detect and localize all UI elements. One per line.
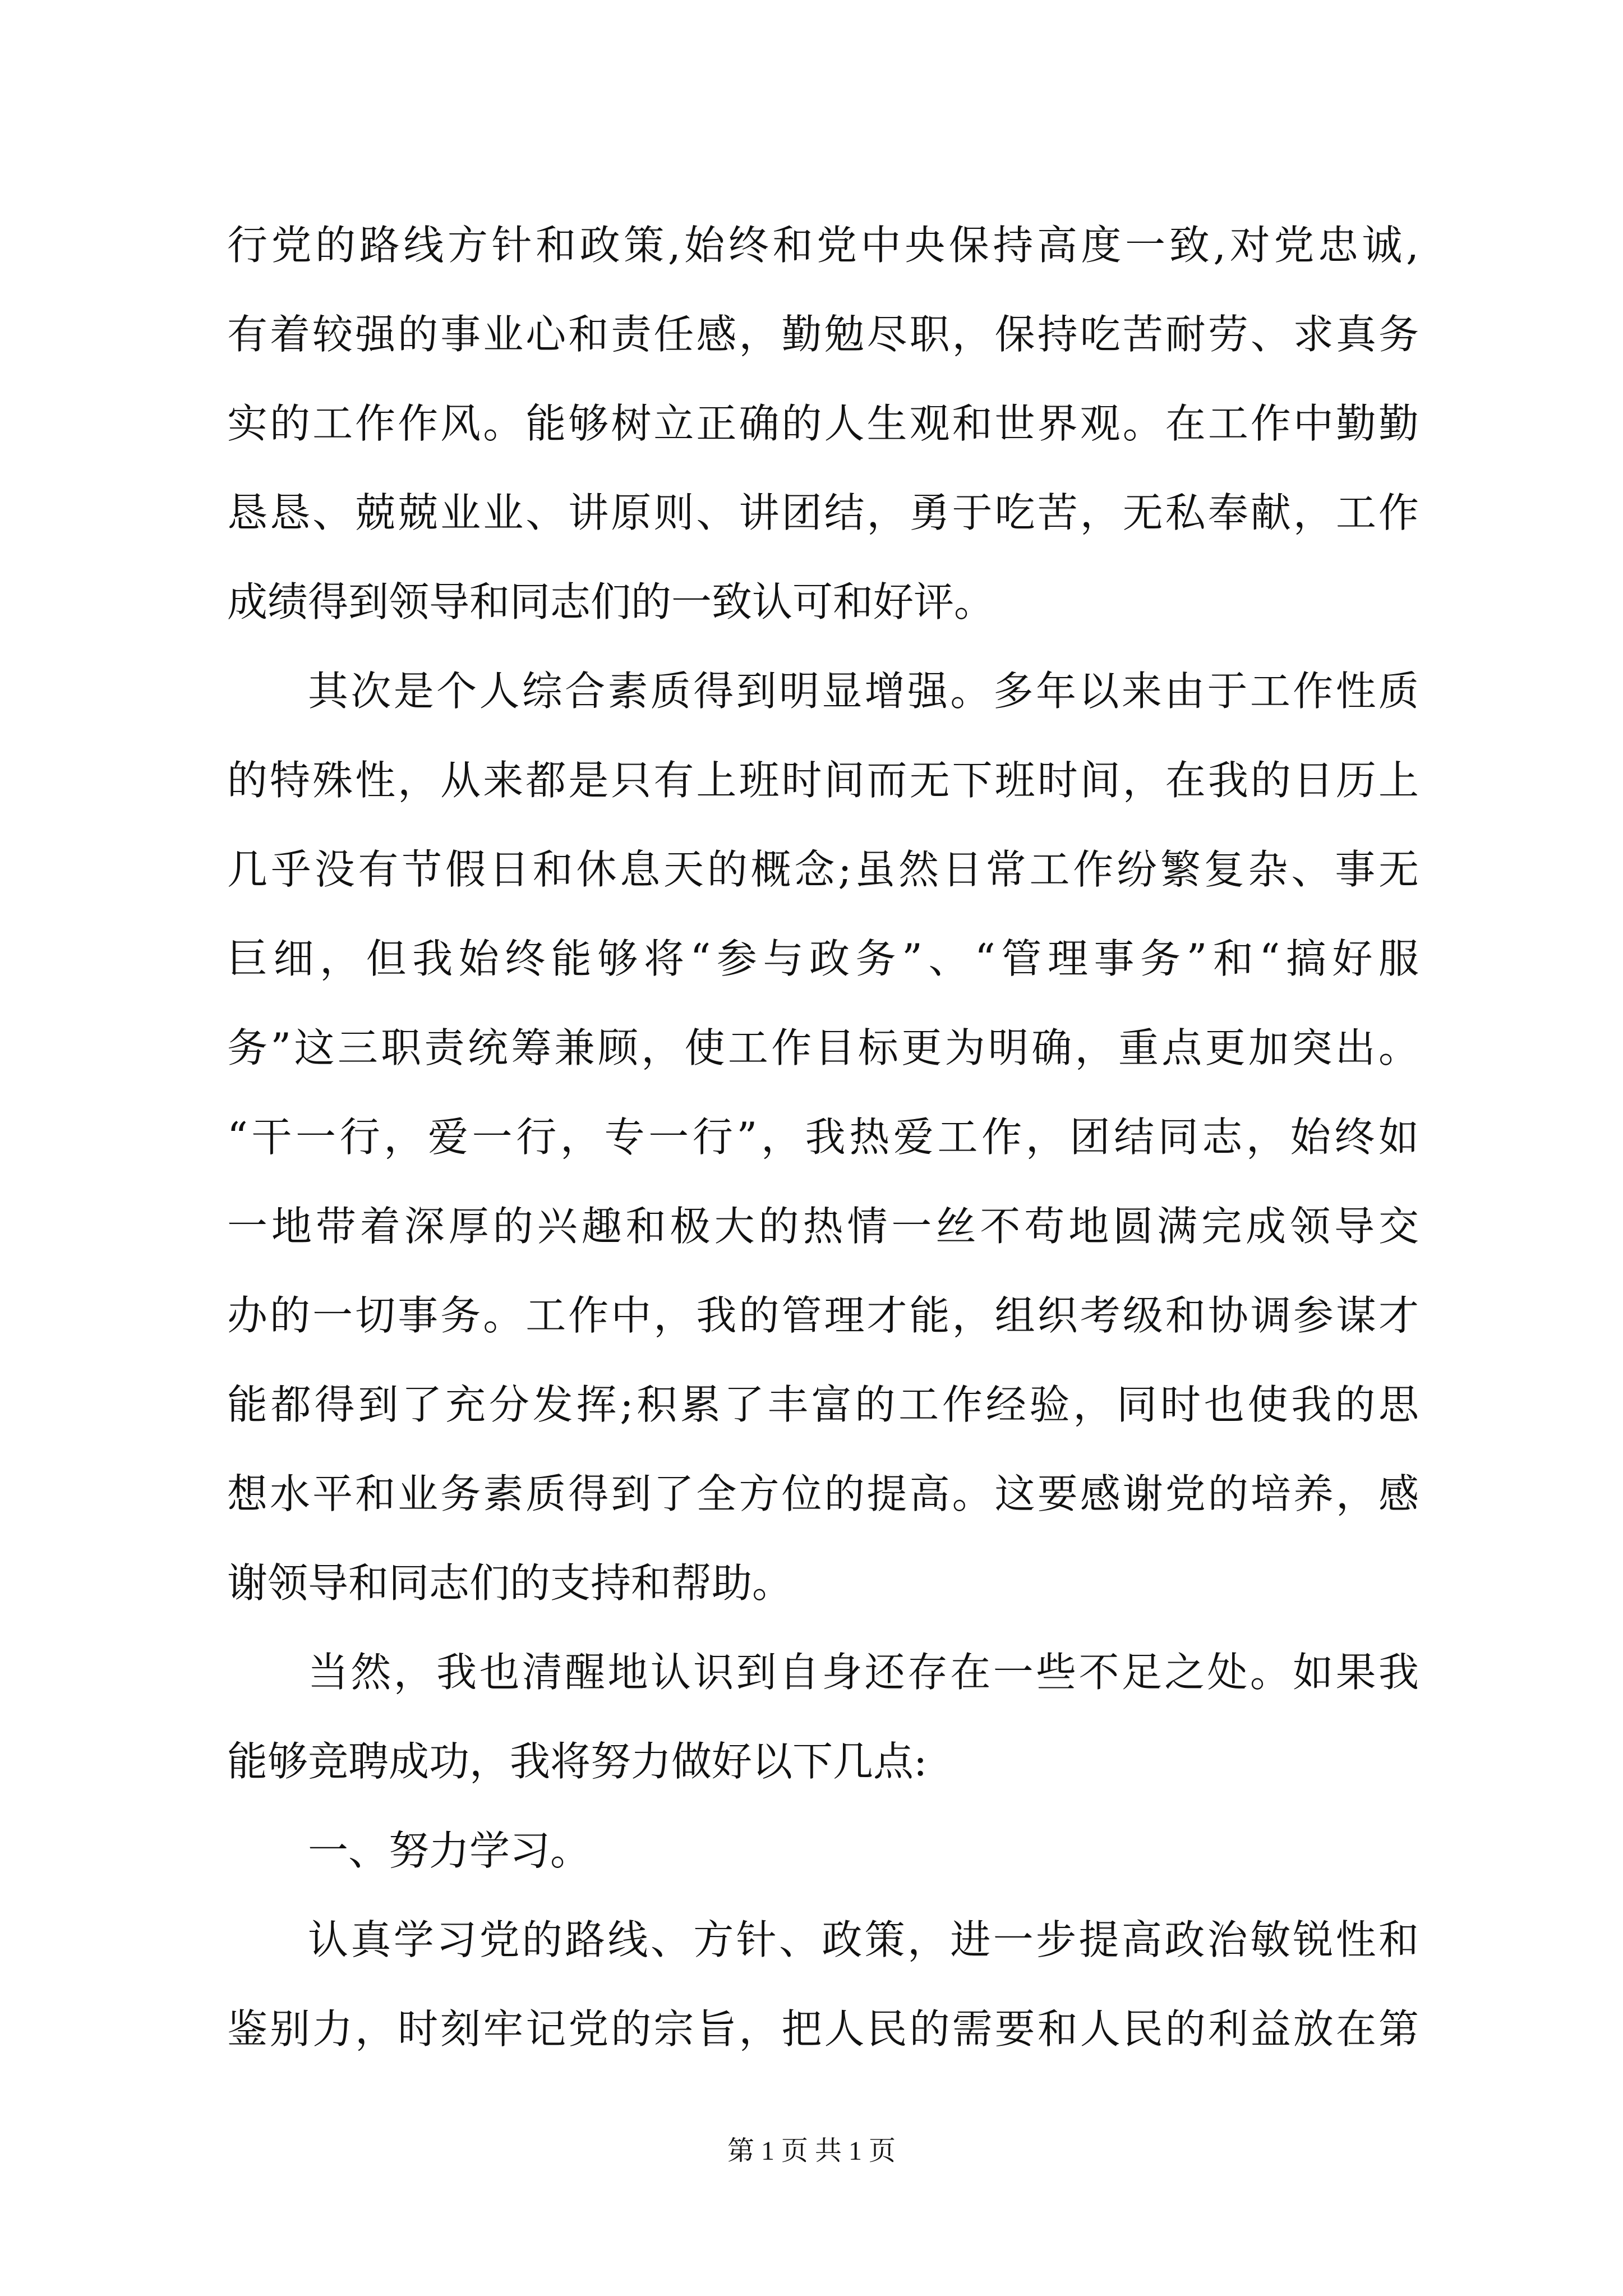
text-line: 有着较强的事业心和责任感，勤勉尽职，保持吃苦耐劳、求真务 [227,311,1419,358]
text-line: 务”这三职责统筹兼顾，使工作目标更为明确，重点更加突出。 [227,1024,1419,1071]
text-line: 认真学习党的路线、方针、政策，进一步提高政治敏锐性和 [308,1916,1419,1963]
text-line: 恳恳、兢兢业业、讲原则、讲团结，勇于吃苦，无私奉献，工作 [227,489,1419,536]
text-line: 巨细，但我始终能够将“参与政务”、“管理事务”和“搞好服 [227,935,1419,982]
page-number: 第 1 页 共 1 页 [727,2136,896,2166]
body-text [227,201,1419,2074]
text-line: “干一行，爱一行，专一行”，我热爱工作，团结同志，始终如 [227,1114,1419,1161]
text-line: 当然，我也清醒地认识到自身还存在一些不足之处。如果我 [308,1649,1419,1696]
text-line: 能都得到了充分发挥;积累了丰富的工作经验，同时也使我的思 [227,1381,1419,1428]
section-heading: 一、努力学习。 [308,1827,591,1874]
text-line: 办的一切事务。工作中，我的管理才能，组织考级和协调参谋才 [227,1292,1419,1339]
text-line: 实的工作作风。能够树立正确的人生观和世界观。在工作中勤勤 [227,400,1419,447]
text-line: 想水平和业务素质得到了全方位的提高。这要感谢党的培养，感 [227,1470,1419,1517]
text-line: 几乎没有节假日和休息天的概念;虽然日常工作纷繁复杂、事无 [227,846,1419,893]
text-line: 的特殊性，从来都是只有上班时间而无下班时间，在我的日历上 [227,757,1419,804]
text-line: 其次是个人综合素质得到明显增强。多年以来由于工作性质 [308,668,1419,715]
text-line: 行党的路线方针和政策,始终和党中央保持高度一致,对党忠诚, [227,222,1419,269]
text-line: 谢领导和同志们的支持和帮助。 [227,1559,793,1607]
text-line: 鉴别力，时刻牢记党的宗旨，把人民的需要和人民的利益放在第 [227,2005,1419,2053]
page-footer [0,2129,1623,2174]
text-line: 一地带着深厚的兴趣和极大的热情一丝不苟地圆满完成领导交 [227,1203,1419,1250]
text-line: 能够竞聘成功，我将努力做好以下几点: [227,1738,928,1785]
text-line: 成绩得到领导和同志们的一致认可和好评。 [227,578,995,625]
